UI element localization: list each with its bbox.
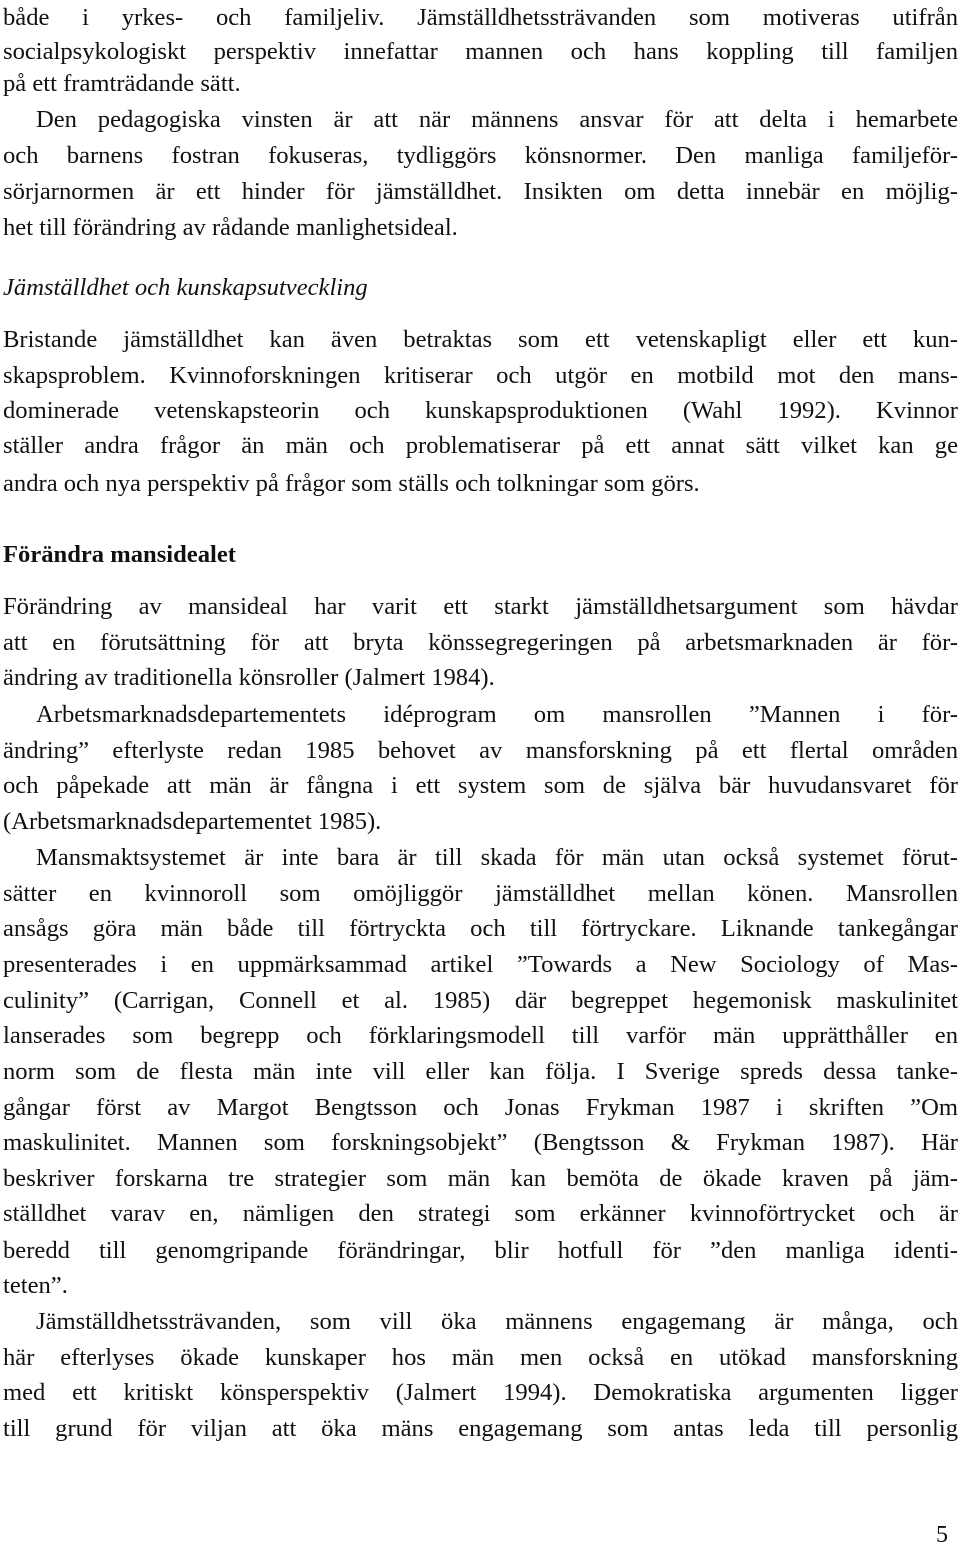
text-line: att en förutsättning för att bryta könssegregeringen på arbetsmarknaden är för- — [3, 629, 958, 656]
text-line: Jämställdhetssträvanden, som vill öka männens engagemang är många, och — [36, 1308, 958, 1335]
text-line: och barnens fostran fokuseras, tydliggörs könsnormer. Den manliga familjeför- — [3, 142, 958, 169]
text-line: Förändring av mansideal har varit ett starkt jämställdhetsargument som hävdar — [3, 593, 958, 620]
text-line: maskulinitet. Mannen som forskningsobjekt” (Bengtsson & Frykman 1987). Här — [3, 1129, 958, 1156]
text-line: het till förändring av rådande manlighetsideal. — [3, 214, 458, 241]
text-line: beredd till genomgripande förändringar, blir hotfull för ”den manliga identi- — [3, 1237, 958, 1264]
text-line: lanserades som begrepp och förklaringsmodell till varför män upprätthåller en — [3, 1022, 958, 1049]
text-line: på ett framträdande sätt. — [3, 70, 241, 97]
text-line: med ett kritiskt könsperspektiv (Jalmert 1994). Demokratiska argumenten ligger — [3, 1379, 958, 1406]
text-line: ändring av traditionella könsroller (Jalmert 1984). — [3, 664, 495, 691]
text-line: Jämställdhet och kunskapsutveckling — [3, 274, 368, 301]
text-line: Den pedagogiska vinsten är att när männens ansvar för att delta i hemarbete — [36, 106, 958, 133]
text-line: culinity” (Carrigan, Connell et al. 1985) där begreppet hegemonisk maskulinitet — [3, 987, 958, 1014]
text-line: andra och nya perspektiv på frågor som ställs och tolkningar som görs. — [3, 470, 700, 497]
text-line: skapsproblem. Kvinnoforskningen kritiserar och utgör en motbild mot den mans- — [3, 362, 958, 389]
text-line: presenterades i en uppmärksammad artikel ”Towards a New Sociology of Mas- — [3, 951, 958, 978]
text-line: här efterlyses ökade kunskaper hos män men också en utökad mansforskning — [3, 1344, 958, 1371]
text-line: beskriver forskarna tre strategier som män kan bemöta de ökade kraven på jäm- — [3, 1165, 958, 1192]
page-number: 5 — [936, 1522, 948, 1548]
text-line: ansågs göra män både till förtryckta och till förtryckare. Liknande tankegångar — [3, 915, 958, 942]
text-line: Arbetsmarknadsdepartementets idéprogram om mansrollen ”Mannen i för- — [36, 701, 958, 728]
text-line: sätter en kvinnoroll som omöjliggör jämställdhet mellan könen. Mansrollen — [3, 880, 958, 907]
text-line: ställdhet varav en, nämligen den strategi som erkänner kvinnoförtrycket och är — [3, 1200, 958, 1227]
text-line: ändring” efterlyste redan 1985 behovet av mansforskning på ett flertal områden — [3, 737, 958, 764]
text-line: dominerade vetenskapsteorin och kunskapsproduktionen (Wahl 1992). Kvinnor — [3, 397, 958, 424]
text-line: och påpekade att män är fångna i ett system som de själva bär huvudansvaret för — [3, 772, 958, 799]
text-line: Bristande jämställdhet kan även betraktas som ett vetenskapligt eller ett kun- — [3, 326, 958, 353]
text-line: teten”. — [3, 1272, 68, 1299]
text-line: både i yrkes- och familjeliv. Jämställdhetssträvanden som motiveras utifrån — [3, 4, 958, 31]
text-line: Förändra mansidealet — [3, 541, 236, 568]
text-line: norm som de flesta män inte vill eller kan följa. I Sverige spreds dessa tanke- — [3, 1058, 958, 1085]
text-line: till grund för viljan att öka mäns engagemang som antas leda till personlig — [3, 1415, 958, 1442]
text-line: sörjarnormen är ett hinder för jämställdhet. Insikten om detta innebär en möjlig- — [3, 178, 958, 205]
text-line: ställer andra frågor än män och problematiserar på ett annat sätt vilket kan ge — [3, 432, 958, 459]
text-line: Mansmaktsystemet är inte bara är till skada för män utan också systemet förut- — [36, 844, 958, 871]
text-line: gångar först av Margot Bengtsson och Jonas Frykman 1987 i skriften ”Om — [3, 1094, 958, 1121]
text-line: socialpsykologiskt perspektiv innefattar mannen och hans koppling till familjen — [3, 38, 958, 65]
text-line: (Arbetsmarknadsdepartementet 1985). — [3, 808, 382, 835]
